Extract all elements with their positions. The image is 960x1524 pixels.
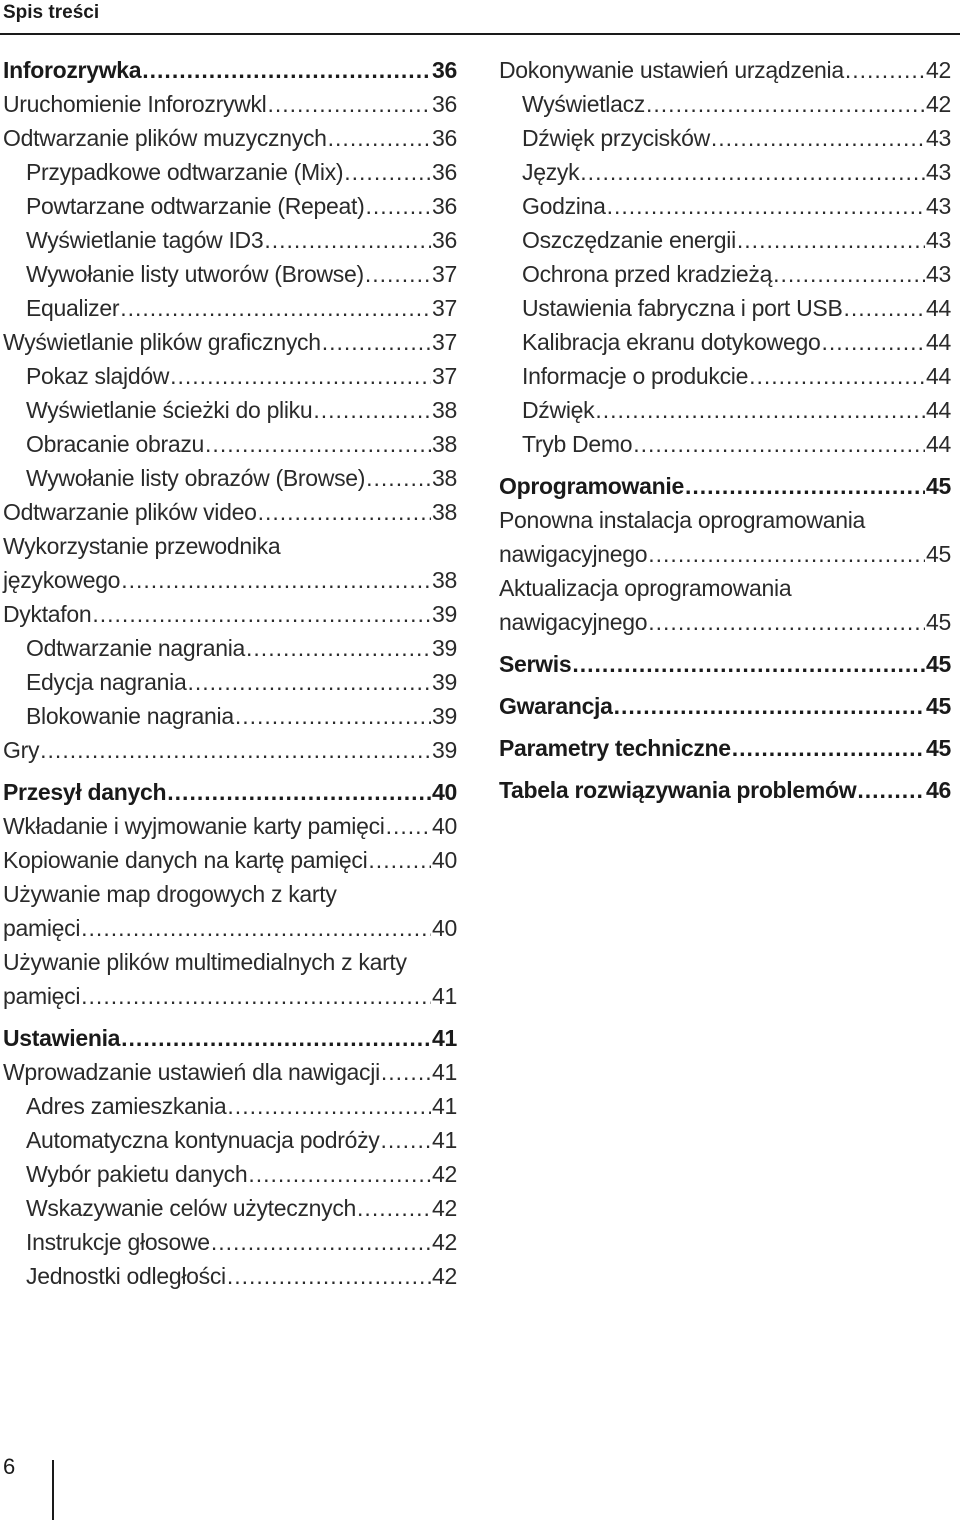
toc-page-number: 40 — [432, 915, 457, 941]
dot-leader — [267, 87, 431, 121]
dot-leader — [142, 53, 431, 87]
toc-entry-title: Wywołanie listy obrazów (Browse) — [26, 465, 366, 491]
toc-entry-title: Odtwarzanie nagrania — [26, 635, 246, 661]
dot-leader — [633, 427, 925, 461]
toc-page-number: 40 — [432, 847, 457, 873]
toc-entry-title: Przypadkowe odtwarzanie (Mix) — [26, 159, 344, 185]
toc-entry[interactable] — [499, 393, 951, 427]
toc-entry[interactable] — [3, 1123, 457, 1157]
dot-leader — [40, 733, 431, 767]
toc-entry[interactable] — [3, 1225, 457, 1259]
dot-leader — [368, 843, 431, 877]
page-number: 6 — [3, 1454, 16, 1479]
toc-entry-title: Adres zamieszkania — [26, 1093, 227, 1119]
toc-entry-title-continued: językowego — [3, 567, 121, 593]
dot-leader — [844, 291, 926, 325]
toc-entry-title: Edycja nagrania — [26, 669, 187, 695]
toc-entry-title: Przesył danych — [3, 779, 167, 805]
toc-entry[interactable] — [3, 1157, 457, 1191]
toc-page-number: 36 — [432, 193, 457, 219]
toc-page-number: 37 — [432, 295, 457, 321]
dot-leader — [614, 689, 925, 723]
dot-leader — [685, 469, 925, 503]
toc-entry[interactable] — [3, 809, 457, 843]
toc-entry[interactable] — [3, 223, 457, 257]
dot-leader — [773, 257, 925, 291]
toc-page-number: 43 — [926, 227, 951, 253]
toc-entry-title: Kopiowanie danych na kartę pamięci — [3, 847, 368, 873]
toc-entry-title: Equalizer — [26, 295, 120, 321]
toc-left-column — [3, 53, 457, 1293]
toc-page-number: 45 — [926, 473, 951, 499]
dot-leader — [205, 427, 431, 461]
toc-entry-title: Wybór pakietu danych — [26, 1161, 248, 1187]
toc-entry-title: Wykorzystanie przewodnika — [3, 533, 281, 559]
dot-leader — [366, 461, 431, 495]
toc-entry-title: Parametry techniczne — [499, 735, 731, 761]
toc-page-number: 41 — [432, 1059, 457, 1085]
toc-entry-title: Wprowadzanie ustawień dla nawigacji — [3, 1059, 380, 1085]
toc-page-number: 38 — [432, 431, 457, 457]
toc-page-number: 39 — [432, 601, 457, 627]
dot-leader — [607, 189, 925, 223]
dot-leader — [167, 775, 431, 809]
dot-leader — [264, 223, 431, 257]
toc-page-number: 45 — [926, 609, 951, 635]
toc-page-number: 42 — [926, 91, 951, 117]
toc-entry[interactable] — [499, 503, 951, 571]
dot-leader — [235, 699, 431, 733]
dot-leader — [821, 325, 925, 359]
toc-entry[interactable] — [499, 359, 951, 393]
toc-page-number: 36 — [432, 125, 457, 151]
toc-page-number: 46 — [926, 777, 951, 803]
toc-page-number: 44 — [926, 329, 951, 355]
toc-page-number: 42 — [432, 1161, 457, 1187]
toc-entry[interactable] — [3, 393, 457, 427]
toc-section-entry[interactable] — [499, 689, 951, 723]
toc-page-number: 36 — [432, 227, 457, 253]
toc-entry-title: Powtarzane odtwarzanie (Repeat) — [26, 193, 365, 219]
toc-entry[interactable] — [3, 597, 457, 631]
toc-entry-title: Kalibracja ekranu dotykowego — [522, 329, 821, 355]
toc-entry[interactable] — [3, 291, 457, 325]
toc-page-number: 38 — [432, 567, 457, 593]
toc-page-number: 40 — [432, 779, 457, 805]
toc-entry[interactable] — [3, 945, 457, 1013]
dot-leader — [381, 1123, 432, 1157]
toc-entry[interactable] — [499, 121, 951, 155]
toc-section-entry[interactable] — [499, 469, 951, 503]
dot-leader — [646, 87, 925, 121]
dot-leader — [365, 189, 431, 223]
toc-entry-title: Obracanie obrazu — [26, 431, 205, 457]
toc-entry[interactable] — [3, 1055, 457, 1089]
toc-page-number: 38 — [432, 397, 457, 423]
dot-leader — [857, 773, 925, 807]
toc-page-number: 41 — [432, 983, 457, 1009]
toc-page-number: 37 — [432, 363, 457, 389]
toc-section-entry[interactable] — [3, 53, 457, 87]
dot-leader — [595, 393, 925, 427]
toc-entry[interactable] — [499, 87, 951, 121]
toc-page-number: 44 — [926, 295, 951, 321]
toc-entry[interactable] — [499, 53, 951, 87]
toc-page-number: 45 — [926, 735, 951, 761]
toc-page-number: 42 — [432, 1263, 457, 1289]
toc-entry-title: Ustawienia — [3, 1025, 121, 1051]
toc-entry-title-continued: pamięci — [3, 983, 81, 1009]
toc-page-number: 38 — [432, 465, 457, 491]
toc-entry[interactable] — [499, 291, 951, 325]
toc-entry-title: Dyktafon — [3, 601, 92, 627]
dot-leader — [248, 1157, 431, 1191]
toc-page-number: 43 — [926, 261, 951, 287]
toc-entry-title: Automatyczna kontynuacja podróży — [26, 1127, 380, 1153]
toc-entry[interactable] — [3, 631, 457, 665]
toc-page-number: 43 — [926, 125, 951, 151]
dot-leader — [328, 121, 431, 155]
toc-entry-title: Odtwarzanie plików muzycznych — [3, 125, 327, 151]
dot-leader — [246, 631, 431, 665]
dot-leader — [81, 911, 431, 945]
toc-entry-title: Dźwięk przycisków — [522, 125, 710, 151]
toc-entry[interactable] — [499, 223, 951, 257]
toc-entry[interactable] — [3, 877, 457, 945]
toc-entry[interactable] — [499, 571, 951, 639]
toc-entry-title-continued: pamięci — [3, 915, 81, 941]
toc-entry[interactable] — [499, 155, 951, 189]
toc-entry-title: Ustawienia fabryczna i port USB — [522, 295, 843, 321]
toc-entry[interactable] — [3, 155, 457, 189]
toc-page-number: 41 — [432, 1127, 457, 1153]
toc-entry-title: Uruchomienie Inforozrywkl — [3, 91, 267, 117]
toc-entry-title: Informacje o produkcie — [522, 363, 749, 389]
dot-leader — [187, 665, 431, 699]
dot-leader — [322, 325, 431, 359]
footer-divider — [52, 1460, 54, 1520]
toc-page-number: 44 — [926, 363, 951, 389]
dot-leader — [81, 979, 431, 1013]
toc-page-number: 40 — [432, 813, 457, 839]
dot-leader — [381, 1055, 431, 1089]
page-title: Spis treści — [3, 2, 100, 23]
toc-page-number: 36 — [432, 57, 457, 83]
dot-leader — [92, 597, 431, 631]
toc-page-number: 44 — [926, 397, 951, 423]
dot-leader — [357, 1191, 431, 1225]
dot-leader — [732, 731, 925, 765]
toc-entry[interactable] — [3, 1191, 457, 1225]
toc-page-number: 36 — [432, 159, 457, 185]
toc-entry-title: Tryb Demo — [522, 431, 633, 457]
toc-entry-title: Wkładanie i wyjmowanie karty pamięci — [3, 813, 385, 839]
toc-entry[interactable] — [3, 257, 457, 291]
toc-page-number: 43 — [926, 159, 951, 185]
toc-entry-title: Wyświetlanie ścieżki do pliku — [26, 397, 313, 423]
dot-leader — [211, 1225, 431, 1259]
dot-leader — [737, 223, 925, 257]
toc-page-number: 42 — [926, 57, 951, 83]
toc-entry-title: Dźwięk — [522, 397, 595, 423]
toc-entry-title: Pokaz slajdów — [26, 363, 170, 389]
toc-entry[interactable] — [3, 699, 457, 733]
toc-entry[interactable] — [499, 325, 951, 359]
toc-entry-title: Blokowanie nagrania — [26, 703, 234, 729]
toc-entry-title: Inforozrywka — [3, 57, 142, 83]
toc-entry[interactable] — [3, 1089, 457, 1123]
toc-page-number: 42 — [432, 1195, 457, 1221]
toc-entry-title: Odtwarzanie plików video — [3, 499, 257, 525]
dot-leader — [313, 393, 431, 427]
dot-leader — [121, 1021, 431, 1055]
toc-entry-title: Instrukcje głosowe — [26, 1229, 210, 1255]
toc-entry-title: Jednostki odległości — [26, 1263, 226, 1289]
dot-leader — [121, 563, 431, 597]
toc-entry[interactable] — [3, 359, 457, 393]
toc-page-number: 41 — [432, 1093, 457, 1119]
dot-leader — [365, 257, 431, 291]
toc-entry[interactable] — [3, 733, 457, 767]
toc-entry-title: Oprogramowanie — [499, 473, 684, 499]
header-divider — [0, 33, 960, 35]
toc-section-entry[interactable] — [3, 1021, 457, 1055]
toc-section-entry[interactable] — [3, 775, 457, 809]
dot-leader — [648, 537, 925, 571]
toc-page-number: 37 — [432, 329, 457, 355]
toc-entry[interactable] — [3, 529, 457, 597]
toc-entry-title: Gry — [3, 737, 40, 763]
toc-page-number: 39 — [432, 703, 457, 729]
toc-entry-title: Wyświetlanie tagów ID3 — [26, 227, 264, 253]
toc-page-number: 37 — [432, 261, 457, 287]
toc-entry-title: Język — [522, 159, 580, 185]
toc-page-number: 44 — [926, 431, 951, 457]
toc-page-number: 38 — [432, 499, 457, 525]
toc-section-entry[interactable] — [499, 731, 951, 765]
toc-entry-title: Ponowna instalacja oprogramowania — [499, 507, 865, 533]
dot-leader — [170, 359, 431, 393]
toc-entry[interactable] — [3, 427, 457, 461]
dot-leader — [227, 1259, 431, 1293]
toc-entry[interactable] — [3, 843, 457, 877]
toc-entry-title: Godzina — [522, 193, 606, 219]
toc-page-number: 42 — [432, 1229, 457, 1255]
toc-entry-title: Dokonywanie ustawień urządzenia — [499, 57, 844, 83]
toc-entry-title-continued: nawigacyjnego — [499, 609, 648, 635]
toc-page-number: 43 — [926, 193, 951, 219]
toc-entry[interactable] — [3, 189, 457, 223]
toc-entry[interactable] — [3, 87, 457, 121]
toc-entry[interactable] — [3, 121, 457, 155]
dot-leader — [227, 1089, 431, 1123]
dot-leader — [386, 809, 431, 843]
toc-entry-title-continued: nawigacyjnego — [499, 541, 648, 567]
dot-leader — [258, 495, 431, 529]
toc-entry[interactable] — [3, 1259, 457, 1293]
toc-entry[interactable] — [3, 665, 457, 699]
toc-entry-title: Oszczędzanie energii — [522, 227, 736, 253]
toc-entry[interactable] — [499, 427, 951, 461]
dot-leader — [749, 359, 925, 393]
toc-page-number: 45 — [926, 651, 951, 677]
dot-leader — [120, 291, 431, 325]
toc-page-number: 45 — [926, 541, 951, 567]
toc-page-number: 41 — [432, 1025, 457, 1051]
toc-entry[interactable] — [499, 257, 951, 291]
dot-leader — [845, 53, 925, 87]
toc-entry-title: Używanie plików multimedialnych z karty — [3, 949, 407, 975]
dot-leader — [572, 647, 925, 681]
toc-entry-title: Wyświetlanie plików graficznych — [3, 329, 321, 355]
toc-section-entry[interactable] — [499, 773, 951, 807]
toc-entry[interactable] — [3, 461, 457, 495]
dot-leader — [580, 155, 925, 189]
toc-page-number: 45 — [926, 693, 951, 719]
toc-entry-title: Wyświetlacz — [522, 91, 646, 117]
dot-leader — [648, 605, 925, 639]
toc-right-column — [499, 53, 951, 807]
toc-section-entry[interactable] — [499, 647, 951, 681]
toc-entry[interactable] — [499, 189, 951, 223]
dot-leader — [344, 155, 431, 189]
toc-page-number: 36 — [432, 91, 457, 117]
toc-entry-title: Gwarancja — [499, 693, 613, 719]
toc-page-number: 39 — [432, 737, 457, 763]
toc-entry-title: Wywołanie listy utworów (Browse) — [26, 261, 364, 287]
toc-entry-title: Używanie map drogowych z karty — [3, 881, 337, 907]
toc-entry-title: Tabela rozwiązywania problemów — [499, 777, 857, 803]
toc-page-number: 39 — [432, 635, 457, 661]
toc-entry-title: Aktualizacja oprogramowania — [499, 575, 792, 601]
toc-entry[interactable] — [3, 325, 457, 359]
toc-entry-title: Wskazywanie celów użytecznych — [26, 1195, 357, 1221]
toc-entry[interactable] — [3, 495, 457, 529]
dot-leader — [711, 121, 925, 155]
toc-page-number: 39 — [432, 669, 457, 695]
toc-entry-title: Ochrona przed kradzieżą — [522, 261, 773, 287]
toc-entry-title: Serwis — [499, 651, 572, 677]
